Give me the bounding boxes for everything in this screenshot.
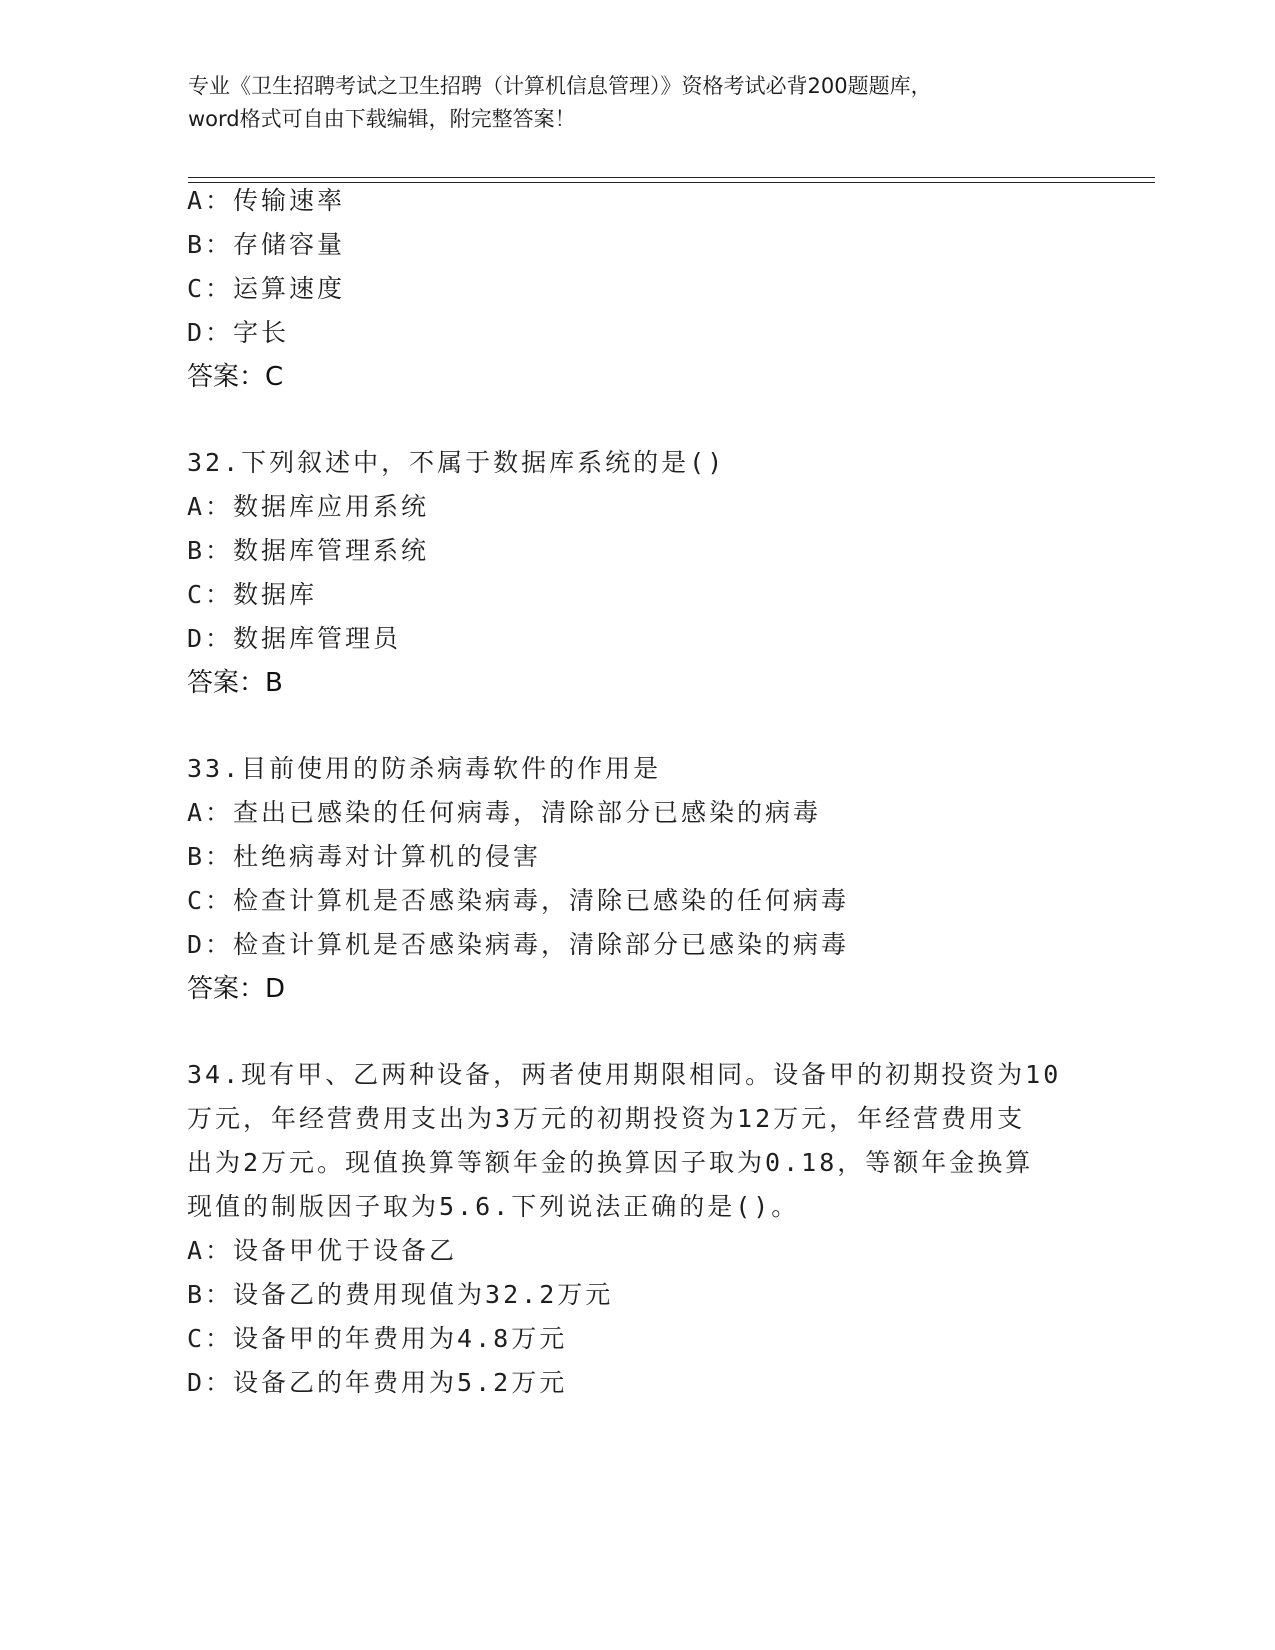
q33-option-c: C：检查计算机是否感染病毒，清除已感染的任何病毒 xyxy=(187,886,850,915)
q34-question-line-3: 出为2万元。现值换算等额年金的换算因子取为0.18，等额年金换算 xyxy=(187,1148,1034,1177)
q32-option-c: C：数据库 xyxy=(187,580,318,609)
q34-question-line-1: 34.现有甲、乙两种设备，两者使用期限相同。设备甲的初期投资为10 xyxy=(187,1060,1062,1089)
q34-question-line-2: 万元，年经营费用支出为3万元的初期投资为12万元，年经营费用支 xyxy=(187,1104,1026,1133)
header-title-line-2: word格式可自由下载编辑，附完整答案！ xyxy=(188,107,576,131)
q32-option-d: D：数据库管理员 xyxy=(187,624,402,653)
q34-option-a: A：设备甲优于设备乙 xyxy=(187,1236,458,1265)
q34-question-line-4: 现值的制版因子取为5.6.下列说法正确的是()。 xyxy=(187,1192,800,1221)
q34-option-b: B：设备乙的费用现值为32.2万元 xyxy=(187,1280,614,1309)
q31-option-a: A：传输速率 xyxy=(187,186,346,215)
document-header xyxy=(188,70,1088,136)
q33-option-a: A：查出已感染的任何病毒，清除部分已感染的病毒 xyxy=(187,798,822,827)
q33-option-b: B：杜绝病毒对计算机的侵害 xyxy=(187,842,542,871)
q31-option-c: C：运算速度 xyxy=(187,274,346,303)
q31-option-d: D：字长 xyxy=(187,318,290,347)
q32-question: 32.下列叙述中，不属于数据库系统的是() xyxy=(187,448,726,477)
q31-option-b: B：存储容量 xyxy=(187,230,346,259)
q34-option-d: D：设备乙的年费用为5.2万元 xyxy=(187,1368,568,1397)
q32-option-b: B：数据库管理系统 xyxy=(187,536,430,565)
header-title-line-1: 专业《卫生招聘考试之卫生招聘（计算机信息管理）》资格考试必背200题题库， xyxy=(188,74,932,98)
q31-answer: 答案：C xyxy=(187,362,284,392)
q32-answer: 答案：B xyxy=(187,668,283,698)
q33-question: 33.目前使用的防杀病毒软件的作用是 xyxy=(187,754,662,783)
q32-option-a: A：数据库应用系统 xyxy=(187,492,430,521)
q33-option-d: D：检查计算机是否感染病毒，清除部分已感染的病毒 xyxy=(187,930,850,959)
q34-option-c: C：设备甲的年费用为4.8万元 xyxy=(187,1324,568,1353)
q33-answer: 答案：D xyxy=(187,974,286,1004)
